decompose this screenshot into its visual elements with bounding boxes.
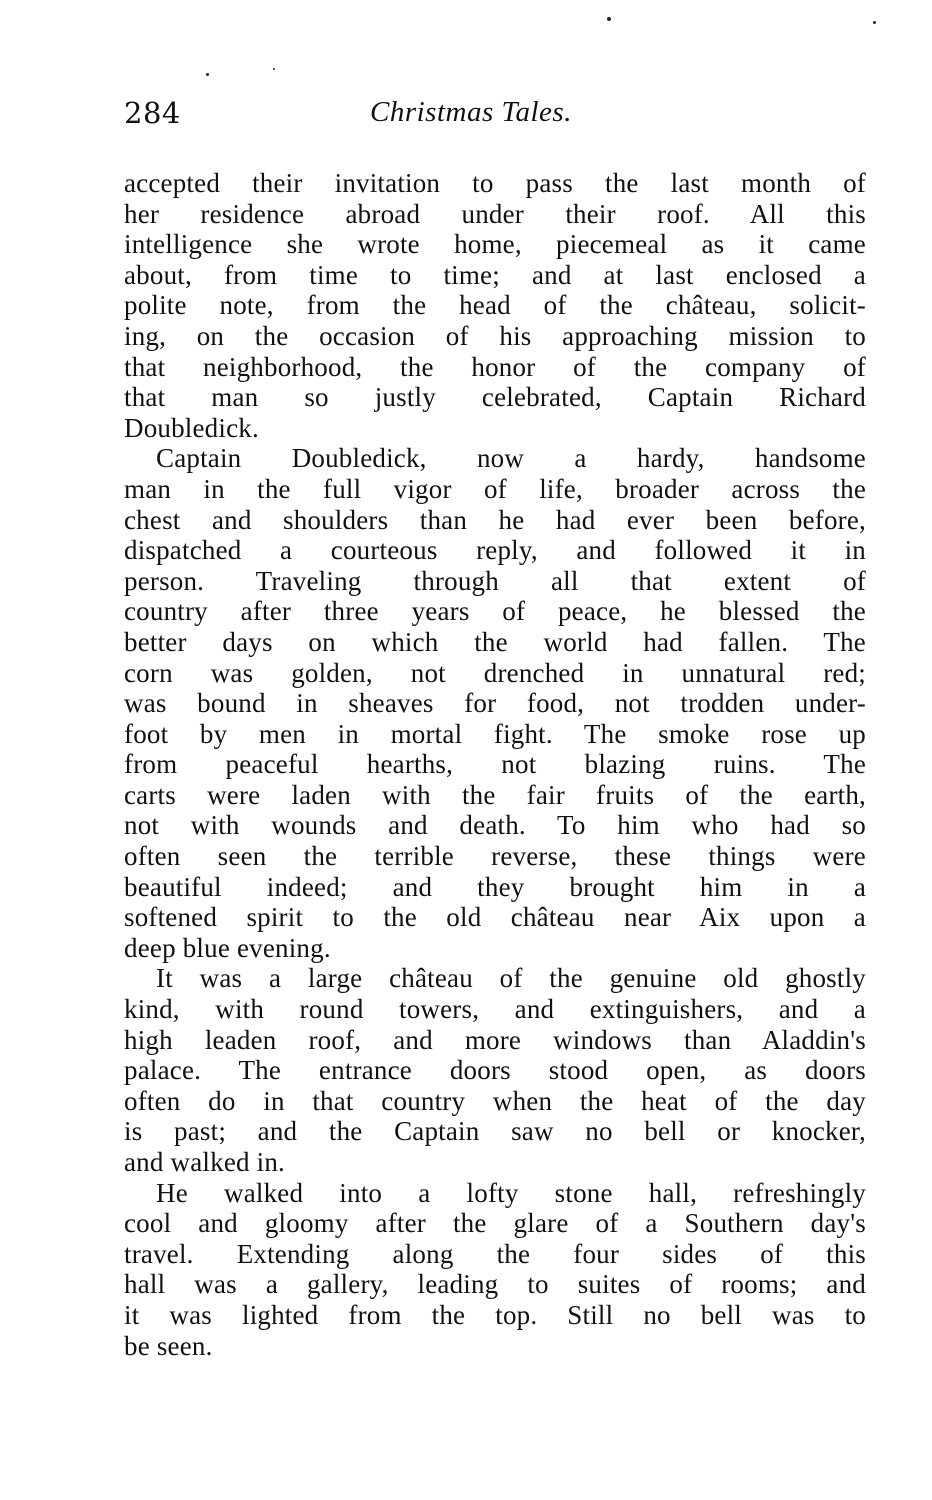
text-line: chest and shoulders than he had ever been before, bbox=[124, 504, 866, 535]
paragraph bbox=[124, 963, 866, 1177]
body-text bbox=[124, 168, 866, 1361]
text-line: palace. The entrance doors stood open, as doors bbox=[124, 1055, 866, 1086]
text-line: intelligence she wrote home, piecemeal as it came bbox=[124, 229, 866, 260]
text-line: hall was a gallery, leading to suites of rooms; and bbox=[124, 1269, 866, 1300]
ink-speck bbox=[273, 68, 275, 70]
text-line: polite note, from the head of the château, solicit- bbox=[124, 290, 866, 321]
text-line: beautiful indeed; and they brought him in a bbox=[124, 871, 866, 902]
ink-speck bbox=[607, 17, 611, 21]
text-line: was bound in sheaves for food, not trodden under- bbox=[124, 688, 866, 719]
text-line: He walked into a lofty stone hall, refreshingly bbox=[156, 1177, 866, 1208]
text-line: Captain Doubledick, now a hardy, handsome bbox=[156, 443, 866, 474]
text-line: and walked in. bbox=[124, 1147, 286, 1177]
text-line: from peaceful hearths, not blazing ruins. The bbox=[124, 749, 866, 780]
ink-speck bbox=[873, 21, 876, 24]
text-line: carts were laden with the fair fruits of the earth, bbox=[124, 779, 866, 810]
text-line: it was lighted from the top. Still no bell was to bbox=[124, 1299, 866, 1330]
text-line: cool and gloomy after the glare of a Southern day's bbox=[124, 1208, 866, 1239]
text-line: country after three years of peace, he blessed the bbox=[124, 596, 866, 627]
paragraph bbox=[124, 168, 866, 443]
text-line: corn was golden, not drenched in unnatural red; bbox=[124, 657, 866, 688]
text-line: deep blue evening. bbox=[124, 932, 331, 963]
running-header bbox=[124, 96, 864, 136]
text-line: better days on which the world had fallen. The bbox=[124, 626, 866, 657]
text-line: dispatched a courteous reply, and followed it in bbox=[124, 535, 866, 566]
text-line: accepted their invitation to pass the last month of bbox=[124, 168, 866, 198]
text-line: her residence abroad under their roof. All this bbox=[124, 198, 866, 229]
text-line: foot by men in mortal fight. The smoke rose up bbox=[124, 718, 866, 749]
text-line: often do in that country when the heat of the day bbox=[124, 1085, 866, 1116]
text-line: often seen the terrible reverse, these things were bbox=[124, 841, 866, 872]
text-line: not with wounds and death. To him who had so bbox=[124, 810, 866, 841]
text-line: man in the full vigor of life, broader across the bbox=[124, 473, 866, 504]
text-line: about, from time to time; and at last enclosed a bbox=[124, 259, 866, 290]
page-number: 284 bbox=[124, 96, 181, 130]
text-line: be seen. bbox=[124, 1330, 213, 1361]
text-line: high leaden roof, and more windows than Aladdin's bbox=[124, 1024, 866, 1055]
text-line: softened spirit to the old château near Aix upon a bbox=[124, 902, 866, 933]
text-line: that man so justly celebrated, Captain Richard bbox=[124, 382, 866, 413]
text-line: It was a large château of the genuine old ghostly bbox=[156, 963, 866, 994]
text-line: ing, on the occasion of his approaching mission to bbox=[124, 320, 866, 351]
text-line: Doubledick. bbox=[124, 412, 259, 443]
text-line: that neighborhood, the honor of the company of bbox=[124, 351, 866, 382]
text-line: person. Traveling through all that extent of bbox=[124, 565, 866, 596]
paragraph bbox=[124, 1178, 866, 1362]
text-line: kind, with round towers, and extinguishers, and a bbox=[124, 994, 866, 1025]
text-line: is past; and the Captain saw no bell or knocker, bbox=[124, 1116, 866, 1147]
ink-speck bbox=[206, 73, 209, 76]
text-line: travel. Extending along the four sides of this bbox=[124, 1238, 866, 1269]
running-title: Christmas Tales. bbox=[370, 96, 572, 128]
paragraph bbox=[124, 443, 866, 963]
